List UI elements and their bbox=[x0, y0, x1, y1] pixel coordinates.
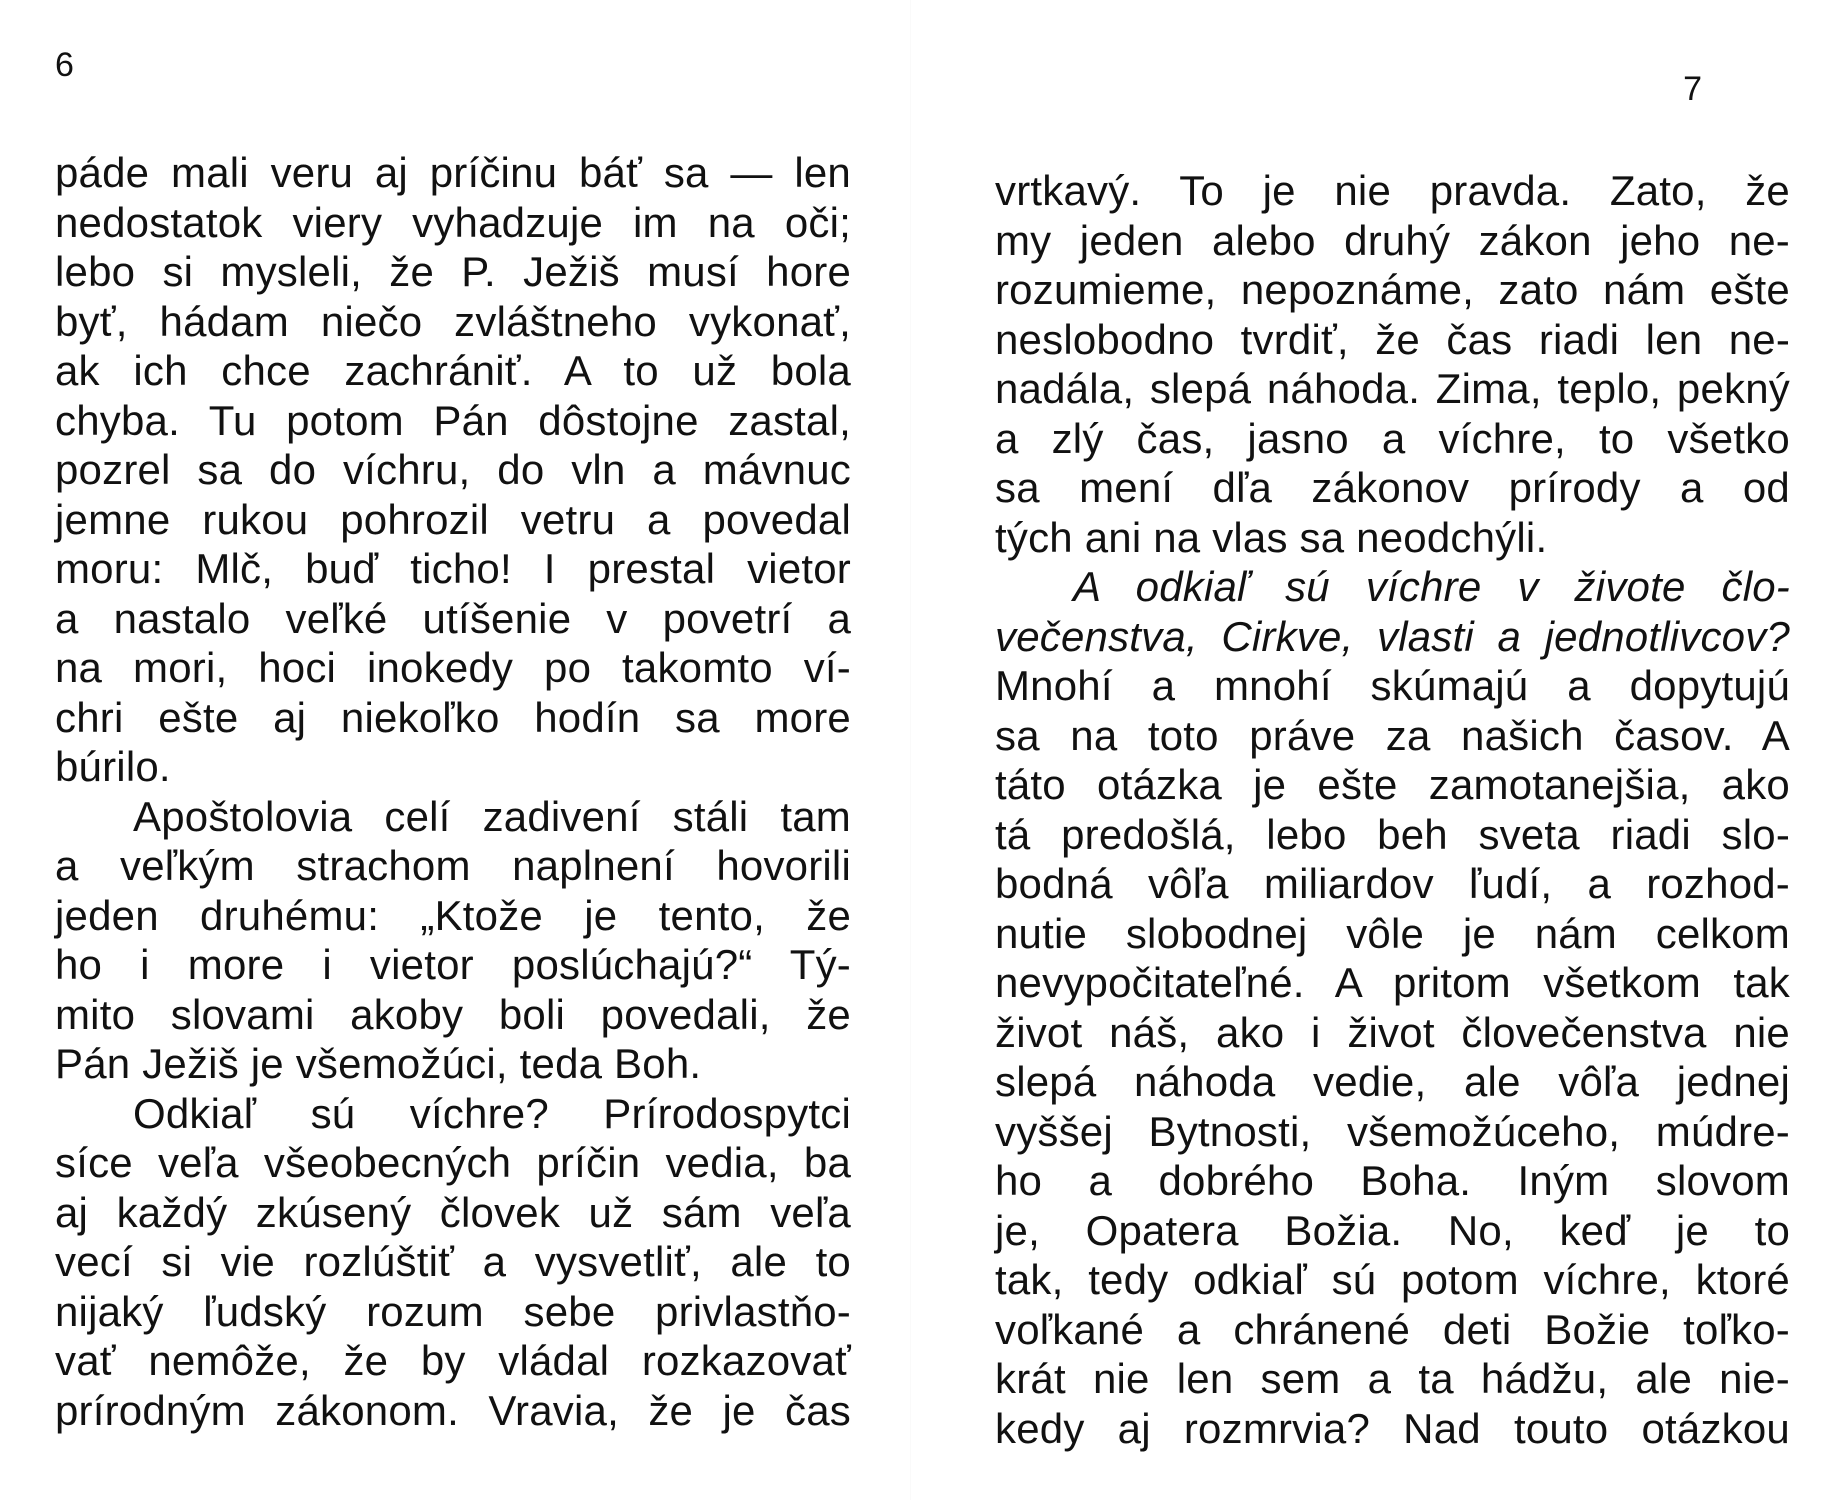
right-page-text bbox=[995, 166, 1790, 1453]
left-line-5: ak ich chce zachrániť. A to už bola bbox=[55, 347, 851, 394]
right-line-7: sa mení dľa zákonov prírody a od bbox=[995, 464, 1790, 511]
right-line-3: rozumieme, nepoznáme, zato nám ešte bbox=[995, 266, 1790, 313]
left-line-24: nijaký ľudský rozum sebe privlastňo- bbox=[55, 1287, 851, 1335]
page-number-right: 7 bbox=[1683, 70, 1702, 108]
right-line-13: táto otázka je ešte zamotanejšia, ako bbox=[995, 761, 1790, 808]
left-line-3: lebo si mysleli, že P. Ježiš musí hore bbox=[55, 248, 851, 295]
right-line-1: vrtkavý. To je nie pravda. Zato, že bbox=[995, 167, 1790, 214]
right-line-21: ho a dobrého Boha. Iným slovom bbox=[995, 1157, 1790, 1204]
left-line-17: ho i more i vietor poslúchajú?“ Tý- bbox=[55, 941, 851, 988]
right-line-12: sa na toto práve za našich časov. A bbox=[995, 711, 1790, 759]
right-line-14: tá predošlá, lebo beh sveta riadi slo- bbox=[995, 810, 1790, 858]
left-line-2: nedostatok viery vyhadzuje im na oči; bbox=[55, 198, 851, 246]
right-line-24: voľkané a chránené deti Božie toľko- bbox=[995, 1305, 1790, 1353]
right-line-22: je, Opatera Božia. No, keď je to bbox=[995, 1206, 1790, 1254]
right-line-26: kedy aj rozmrvia? Nad touto otázkou bbox=[995, 1404, 1790, 1452]
left-line-21: síce veľa všeobecných príčin vedia, ba bbox=[55, 1139, 851, 1186]
right-line-15: bodná vôľa miliardov ľudí, a rozhod- bbox=[995, 860, 1790, 907]
left-line-14: Apoštolovia celí zadivení stáli tam bbox=[133, 792, 851, 840]
left-line-16: jeden druhému: „Ktože je tento, že bbox=[55, 891, 851, 939]
left-line-20: Odkiaľ sú víchre? Prírodospytci bbox=[133, 1089, 851, 1137]
left-line-25: vať nemôže, že by vládal rozkazovať bbox=[55, 1337, 851, 1384]
right-line-20: vyššej Bytnosti, všemožúceho, múdre- bbox=[995, 1107, 1790, 1155]
left-line-26: prírodným zákonom. Vravia, že je čas bbox=[55, 1386, 851, 1434]
left-line-7: pozrel sa do víchru, do vln a mávnuc bbox=[55, 446, 851, 493]
right-line-4: neslobodno tvrdiť, že čas riadi len ne- bbox=[995, 315, 1790, 363]
right-page bbox=[911, 0, 1822, 1500]
left-line-6: chyba. Tu potom Pán dôstojne zastal, bbox=[55, 396, 851, 444]
left-line-11: na mori, hoci inokedy po takomto ví- bbox=[55, 644, 851, 691]
right-line-18: život náš, ako i život človečenstva nie bbox=[995, 1008, 1790, 1056]
right-line-2: my jeden alebo druhý zákon jeho ne- bbox=[995, 216, 1790, 264]
right-line-25: krát nie len sem a ta hádžu, ale nie- bbox=[995, 1355, 1790, 1402]
page-number-left: 6 bbox=[55, 46, 74, 84]
right-line-23: tak, tedy odkiaľ sú potom víchre, ktoré bbox=[995, 1256, 1790, 1303]
left-line-13: búrilo. bbox=[55, 743, 171, 790]
right-line-11: Mnohí a mnohí skúmajú a dopytujú bbox=[995, 662, 1790, 709]
left-line-18: mito slovami akoby boli povedali, že bbox=[55, 990, 851, 1038]
right-line-17: nevypočitateľné. A pritom všetkom tak bbox=[995, 959, 1790, 1006]
left-line-15: a veľkým strachom naplnení hovorili bbox=[55, 842, 851, 889]
left-page-text bbox=[55, 148, 851, 1435]
left-line-9: moru: Mlč, buď ticho! I prestal vietor bbox=[55, 545, 851, 592]
right-line-6: a zlý čas, jasno a víchre, to všetko bbox=[995, 414, 1790, 462]
right-line-19: slepá náhoda vedie, ale vôľa jednej bbox=[995, 1058, 1790, 1105]
left-line-23: vecí si vie rozlúštiť a vysvetliť, ale to bbox=[55, 1238, 851, 1285]
left-line-12: chri ešte aj niekoľko hodín sa more bbox=[55, 693, 851, 741]
right-line-5: nadála, slepá náhoda. Zima, teplo, pekný bbox=[995, 365, 1790, 412]
left-line-22: aj každý zkúsený človek už sám veľa bbox=[55, 1188, 851, 1236]
right-line-9: A odkiaľ sú víchre v živote člo- bbox=[1073, 563, 1790, 610]
right-line-16: nutie slobodnej vôle je nám celkom bbox=[995, 909, 1790, 957]
left-line-1: páde mali veru aj príčinu báť sa — len bbox=[55, 149, 851, 196]
left-line-4: byť, hádam niečo zvláštneho vykonať, bbox=[55, 297, 851, 345]
right-line-10: večenstva, Cirkve, vlasti a jednotlivcov? bbox=[995, 612, 1790, 660]
right-line-8: tých ani na vlas sa neodchýli. bbox=[995, 513, 1548, 561]
left-line-8: jemne rukou pohrozil vetru a povedal bbox=[55, 495, 851, 543]
left-line-19: Pán Ježiš je všemožúci, teda Boh. bbox=[55, 1040, 702, 1087]
left-line-10: a nastalo veľké utíšenie v povetrí a bbox=[55, 594, 851, 642]
